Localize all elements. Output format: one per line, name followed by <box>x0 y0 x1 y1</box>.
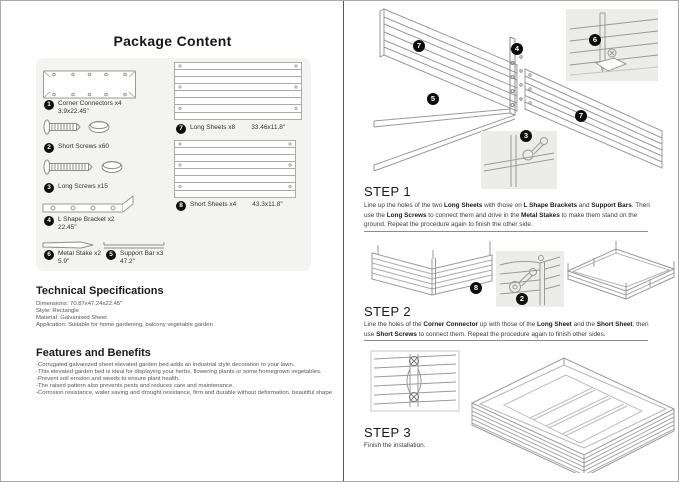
page-title: Package Content <box>113 33 232 49</box>
tech-spec-row: Application: Suitable for home gardening, balcony vegetable garden <box>36 322 213 328</box>
package-item-corner-connectors <box>44 100 122 116</box>
badge-short-screw: 2 <box>516 293 528 305</box>
features-heading: Features and Benefits <box>36 347 151 359</box>
item-label: Long Screws x15 <box>58 183 108 190</box>
item-number-badge: 6 <box>44 250 54 260</box>
item-number-badge: 1 <box>44 100 54 110</box>
tech-spec-row: Dimensions: 70.87x47.24x22.45" <box>36 301 123 307</box>
long-screw-drawing <box>42 157 134 177</box>
feature-row: -The raised pattern also prevents pests and reduces care and maintenance. <box>36 383 234 389</box>
badge-metal-stake: 6 <box>589 34 601 46</box>
badge-support-bar: 5 <box>427 93 439 105</box>
feature-row: -Corrugated galvanized sheet elevated garden bed adds an industrial style decoration to your lawn. <box>36 362 295 368</box>
badge-l-shape-bracket: 4 <box>511 43 523 55</box>
package-item-long-sheets <box>176 124 285 134</box>
item-label: L Shape Bracket x2 <box>58 216 115 223</box>
tech-specs-heading: Technical Specifications <box>36 285 164 297</box>
package-content-box <box>36 58 311 271</box>
short-screw-drawing <box>42 117 122 137</box>
item-label: Short Screws x60 <box>58 143 109 150</box>
badge-long-sheet-right: 7 <box>575 110 587 122</box>
badge-long-screw: 3 <box>520 130 532 142</box>
item-label: Long Sheets x8 <box>190 124 236 131</box>
package-item-short-screws <box>44 143 109 153</box>
item-size: 5.9" <box>58 258 70 265</box>
package-item-l-shape-bracket <box>44 216 115 232</box>
package-item-long-screws <box>44 183 108 193</box>
step2-heading: STEP 2 <box>364 304 411 319</box>
metal-stake-drawing <box>41 240 97 250</box>
tech-spec-row: Material: Galvanised Sheet <box>36 315 107 321</box>
item-label: Short Sheets x4 <box>190 201 237 208</box>
item-label: Metal Stake x2 <box>58 250 101 257</box>
step3-text: Finish the installation. <box>364 442 426 449</box>
l-shape-bracket-drawing <box>42 194 137 218</box>
item-size: 3.9x22.45" <box>58 108 89 115</box>
package-item-metal-stake <box>44 250 101 266</box>
item-size: 22.45" <box>58 224 77 231</box>
item-number-badge: 5 <box>106 250 116 260</box>
step1-heading: STEP 1 <box>364 184 411 199</box>
item-size: 43.3x11.8" <box>252 201 283 208</box>
features-list <box>36 362 332 397</box>
feature-row: -Corrosion resistance, water saving and drought resistance, firm and durable without deformation, beautiful shape <box>36 390 333 396</box>
package-item-support-bar <box>106 250 163 266</box>
package-item-short-sheets <box>176 201 283 211</box>
badge-long-sheet: 7 <box>413 40 425 52</box>
tech-specs-list <box>36 301 213 329</box>
item-number-badge: 8 <box>176 201 186 211</box>
step3-heading: STEP 3 <box>364 425 411 440</box>
step2-divider-rule <box>364 340 648 341</box>
feature-row: -Prevent soil erosion and weeds to ensure plant health. <box>36 376 180 382</box>
support-bar-drawing <box>102 240 166 250</box>
step2-assembly-diagram <box>344 237 679 311</box>
item-number-badge: 4 <box>44 216 54 226</box>
step1-assembly-diagram <box>344 1 679 189</box>
item-number-badge: 3 <box>44 183 54 193</box>
short-sheets-drawing <box>174 140 296 198</box>
item-label: Support Bar x3 <box>120 250 164 257</box>
item-number-badge: 2 <box>44 143 54 153</box>
step3-assembly-diagram <box>344 345 679 473</box>
item-size: 33.46x11.8" <box>251 124 286 131</box>
step1-divider-rule <box>364 231 648 232</box>
badge-short-sheet: 8 <box>470 282 482 294</box>
step1-text: Line up the holes of the two Long Sheets with those on L Shape Brackets and Support Bars. Then use the Long Screws to connect them and drive in the Metal Stakes to make them stand on the ground. Repeat the procedure again to finish the other side. <box>364 202 650 229</box>
item-size: 47.2" <box>120 258 135 265</box>
feature-row: -This elevated garden bed is ideal for displaying your herbs, flowering plants or some homegrown vegetables. <box>36 369 322 375</box>
tech-spec-row: Style: Rectangle <box>36 308 79 314</box>
item-number-badge: 7 <box>176 124 186 134</box>
step2-text: Line the holes of the Corner Connector up with those of the Long Sheet and the Short Sheet, then use Short Screws to connect them. Repeat the procedure again to finish other sides. <box>364 321 649 338</box>
item-label: Corner Connectors x4 <box>58 100 122 107</box>
long-sheets-drawing <box>174 62 302 120</box>
